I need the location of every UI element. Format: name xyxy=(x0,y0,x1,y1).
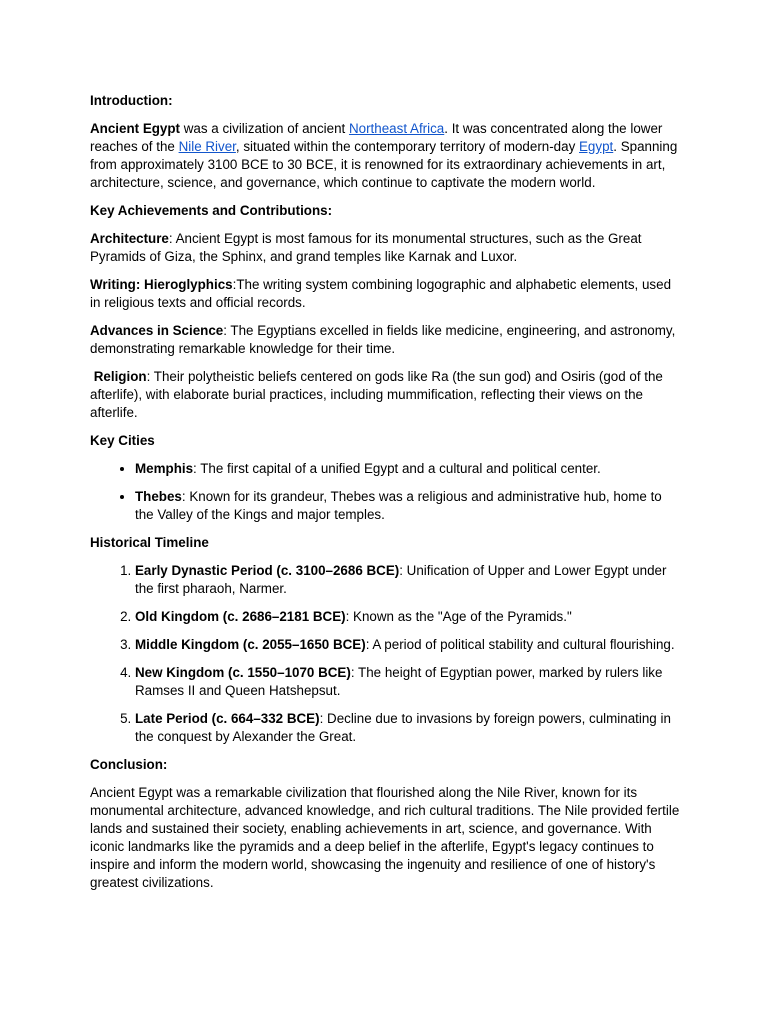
intro-text-4: . Spanning from approximately 3100 BCE to 30 BCE, it is renowned for its extraordinary achievements in art, architecture, science, and governance, which continue to captivate the modern world. xyxy=(90,139,678,190)
introduction-paragraph xyxy=(90,120,680,192)
intro-text-1: was a civilization of ancient xyxy=(180,121,349,136)
achievement-term: Writing: Hieroglyphics xyxy=(90,277,233,292)
period-term: Old Kingdom (c. 2686–2181 BCE) xyxy=(135,609,346,624)
nile-river-link[interactable]: Nile River xyxy=(178,139,236,154)
period-term: Middle Kingdom (c. 2055–1650 BCE) xyxy=(135,637,366,652)
period-term: Early Dynastic Period (c. 3100–2686 BCE) xyxy=(135,563,400,578)
list-item xyxy=(135,562,680,598)
ancient-egypt-term: Ancient Egypt xyxy=(90,121,181,136)
document-page xyxy=(90,92,680,902)
intro-text-3: , situated within the contemporary territory of modern-day xyxy=(235,139,579,154)
egypt-link[interactable]: Egypt xyxy=(579,139,614,154)
city-text: : Known for its grandeur, Thebes was a religious and administrative hub, home to the Valley of the Kings and major temples. xyxy=(135,489,662,522)
conclusion-heading: Conclusion: xyxy=(90,757,168,772)
list-item xyxy=(135,664,680,700)
achievement-paragraph xyxy=(90,322,680,358)
timeline-heading: Historical Timeline xyxy=(90,535,209,550)
list-item xyxy=(135,460,680,478)
key-cities-list xyxy=(90,460,680,524)
intro-text-2: . It was concentrated along the lower reaches of the xyxy=(90,121,663,154)
period-term: Late Period (c. 664–332 BCE) xyxy=(135,711,320,726)
period-text: : A period of political stability and cultural flourishing. xyxy=(365,637,675,652)
period-term: New Kingdom (c. 1550–1070 BCE) xyxy=(135,665,351,680)
achievement-text: :The writing system combining logographic and alphabetic elements, used in religious texts and official records. xyxy=(90,277,672,310)
period-text: : Unification of Upper and Lower Egypt under the first pharaoh, Narmer. xyxy=(135,563,667,596)
city-text: : The first capital of a unified Egypt and a cultural and political center. xyxy=(193,461,601,476)
list-item xyxy=(135,488,680,524)
conclusion-paragraph: Ancient Egypt was a remarkable civilization that flourished along the Nile River, known for its monumental architecture, advanced knowledge, and rich cultural traditions. The Nile provided fertile lands and sustained their society, enabling achievements in art, science, and governance. With iconic landmarks like the pyramids and a deep belief in the afterlife, Egypt's legacy continues to inspire and inform the modern world, showcasing the ingenuity and resilience of one of history's greatest civilizations. xyxy=(90,785,680,890)
list-item xyxy=(135,608,680,626)
achievement-term: Advances in Science xyxy=(90,323,224,338)
timeline-list xyxy=(90,562,680,746)
city-term: Thebes xyxy=(135,489,182,504)
achievement-term: Religion xyxy=(93,369,147,384)
achievement-text: : Ancient Egypt is most famous for its monumental structures, such as the Great Pyramids of Giza, the Sphinx, and grand temples like Karnak and Luxor. xyxy=(90,231,642,264)
list-item xyxy=(135,710,680,746)
period-text: : Decline due to invasions by foreign powers, culminating in the conquest by Alexander the Great. xyxy=(135,711,671,744)
achievement-paragraph xyxy=(90,368,680,422)
period-text: : The height of Egyptian power, marked by rulers like Ramses II and Queen Hatshepsut. xyxy=(135,665,663,698)
key-cities-heading: Key Cities xyxy=(90,433,155,448)
introduction-heading: Introduction: xyxy=(90,93,173,108)
city-term: Memphis xyxy=(135,461,194,476)
northeast-africa-link[interactable]: Northeast Africa xyxy=(348,121,445,136)
achievement-paragraph xyxy=(90,230,680,266)
achievement-text: : Their polytheistic beliefs centered on gods like Ra (the sun god) and Osiris (god of the afterlife), with elaborate burial practices, including mummification, reflecting their views on the afterlife. xyxy=(90,369,663,420)
achievement-term: Architecture xyxy=(90,231,169,246)
achievement-paragraph xyxy=(90,276,680,312)
achievement-text: : The Egyptians excelled in fields like medicine, engineering, and astronomy, demonstrating remarkable knowledge for their time. xyxy=(90,323,676,356)
list-item xyxy=(135,636,680,654)
period-text: : Known as the "Age of the Pyramids." xyxy=(345,609,572,624)
achievements-heading: Key Achievements and Contributions: xyxy=(90,203,333,218)
